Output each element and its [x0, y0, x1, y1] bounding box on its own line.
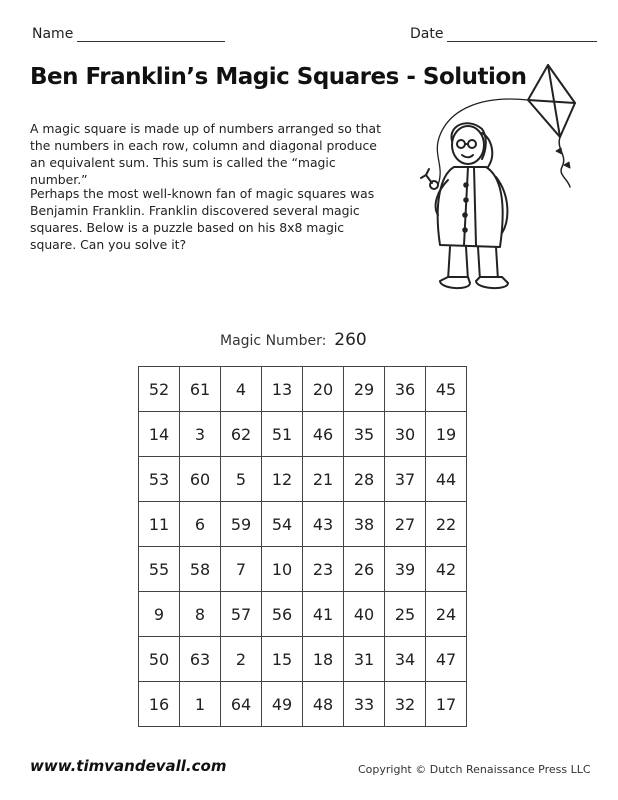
grid-cell: 1: [180, 682, 221, 727]
grid-cell: 43: [303, 502, 344, 547]
grid-row: [139, 682, 467, 727]
grid-cell: 26: [344, 547, 385, 592]
grid-cell: 10: [262, 547, 303, 592]
grid-cell: 48: [303, 682, 344, 727]
grid-cell: 59: [221, 502, 262, 547]
grid-row: [139, 367, 467, 412]
grid-cell: 37: [385, 457, 426, 502]
grid-cell: 32: [385, 682, 426, 727]
magic-number-line: [220, 330, 367, 350]
grid-cell: 33: [344, 682, 385, 727]
grid-cell: 21: [303, 457, 344, 502]
name-input-line[interactable]: [77, 29, 225, 42]
date-field: [410, 26, 597, 42]
grid-cell: 41: [303, 592, 344, 637]
grid-cell: 63: [180, 637, 221, 682]
name-field: [32, 26, 225, 42]
grid-cell: 16: [139, 682, 180, 727]
grid-cell: 29: [344, 367, 385, 412]
magic-number-value: 260: [334, 330, 367, 350]
grid-cell: 53: [139, 457, 180, 502]
grid-cell: 11: [139, 502, 180, 547]
grid-cell: 62: [221, 412, 262, 457]
grid-row: [139, 592, 467, 637]
grid-cell: 25: [385, 592, 426, 637]
grid-cell: 52: [139, 367, 180, 412]
grid-cell: 46: [303, 412, 344, 457]
grid-cell: 58: [180, 547, 221, 592]
grid-cell: 49: [262, 682, 303, 727]
website-url[interactable]: www.timvandevall.com: [30, 757, 227, 775]
intro-paragraph-1: A magic square is made up of numbers arranged so that the numbers in each row, column and diagonal produce an equivalent sum. This sum is called the “magic number.”: [30, 121, 381, 187]
grid-cell: 18: [303, 637, 344, 682]
date-input-line[interactable]: [447, 29, 597, 42]
grid-cell: 55: [139, 547, 180, 592]
grid-cell: 47: [426, 637, 467, 682]
grid-cell: 7: [221, 547, 262, 592]
grid-cell: 42: [426, 547, 467, 592]
grid-cell: 44: [426, 457, 467, 502]
grid-cell: 54: [262, 502, 303, 547]
grid-cell: 51: [262, 412, 303, 457]
grid-row: [139, 547, 467, 592]
grid-cell: 60: [180, 457, 221, 502]
grid-cell: 17: [426, 682, 467, 727]
copyright-notice: Copyright © Dutch Renaissance Press LLC: [358, 763, 591, 776]
grid-cell: 56: [262, 592, 303, 637]
grid-row: [139, 637, 467, 682]
magic-number-label: Magic Number:: [220, 333, 327, 349]
grid-cell: 4: [221, 367, 262, 412]
grid-cell: 40: [344, 592, 385, 637]
grid-cell: 22: [426, 502, 467, 547]
grid-cell: 39: [385, 547, 426, 592]
grid-cell: 30: [385, 412, 426, 457]
grid-cell: 13: [262, 367, 303, 412]
grid-row: [139, 412, 467, 457]
magic-square-grid: [138, 366, 467, 727]
grid-cell: 50: [139, 637, 180, 682]
intro-paragraph-2: Perhaps the most well-known fan of magic squares was Benjamin Franklin. Franklin discovered several magic squares. Below is a puzzle based on his 8x8 magic square. Can you solve it?: [30, 186, 375, 252]
name-label: Name: [32, 26, 74, 42]
grid-cell: 45: [426, 367, 467, 412]
grid-cell: 15: [262, 637, 303, 682]
grid-cell: 38: [344, 502, 385, 547]
grid-cell: 24: [426, 592, 467, 637]
grid-cell: 57: [221, 592, 262, 637]
grid-cell: 61: [180, 367, 221, 412]
grid-cell: 19: [426, 412, 467, 457]
grid-cell: 28: [344, 457, 385, 502]
grid-cell: 20: [303, 367, 344, 412]
grid-cell: 12: [262, 457, 303, 502]
grid-cell: 31: [344, 637, 385, 682]
grid-cell: 6: [180, 502, 221, 547]
grid-row: [139, 502, 467, 547]
grid-cell: 64: [221, 682, 262, 727]
ben-franklin-with-kite-and-key-icon: [410, 55, 600, 320]
grid-cell: 27: [385, 502, 426, 547]
grid-cell: 9: [139, 592, 180, 637]
grid-cell: 5: [221, 457, 262, 502]
page-title: Ben Franklin’s Magic Squares - Solution: [30, 64, 527, 90]
grid-cell: 34: [385, 637, 426, 682]
grid-cell: 8: [180, 592, 221, 637]
grid-cell: 35: [344, 412, 385, 457]
grid-cell: 14: [139, 412, 180, 457]
grid-row: [139, 457, 467, 502]
date-label: Date: [410, 26, 444, 42]
grid-cell: 23: [303, 547, 344, 592]
grid-cell: 36: [385, 367, 426, 412]
grid-cell: 2: [221, 637, 262, 682]
grid-cell: 3: [180, 412, 221, 457]
